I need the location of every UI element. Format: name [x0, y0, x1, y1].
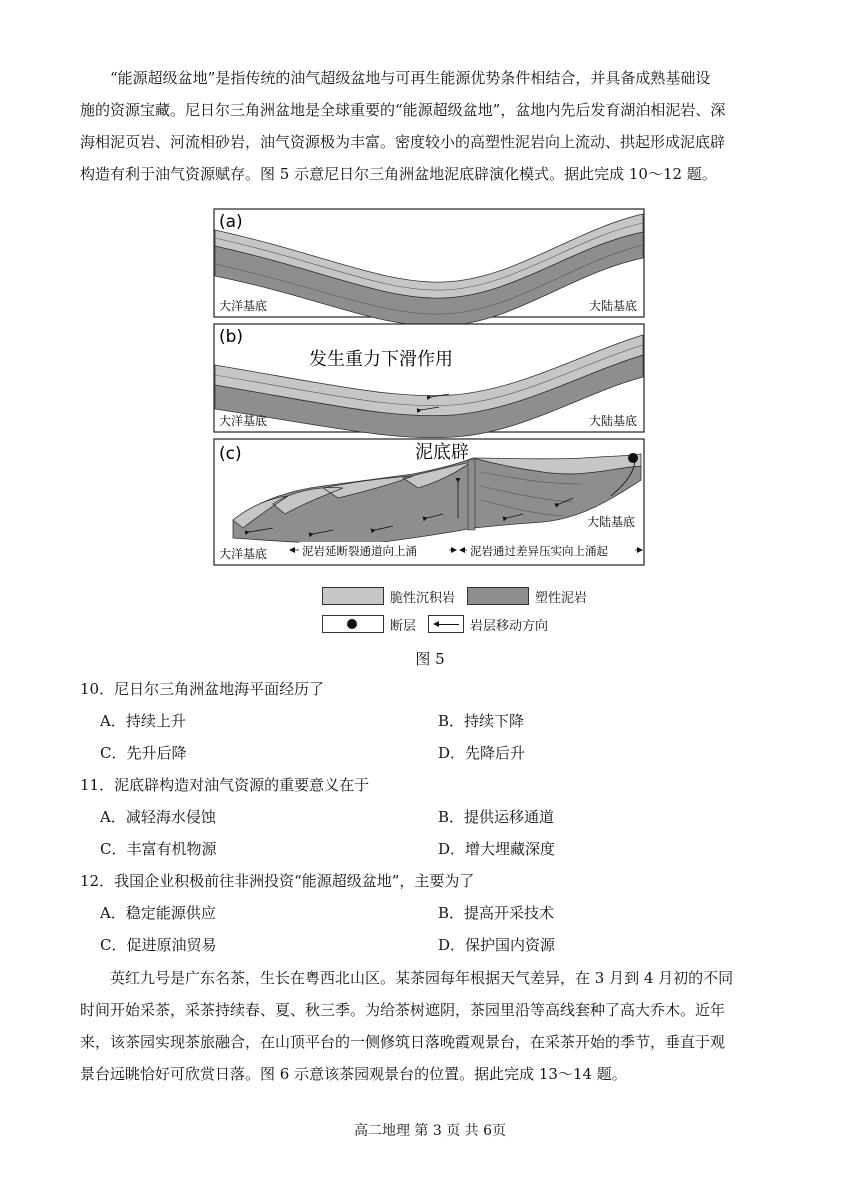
question-12-option-c: C．促进原油贸易	[100, 936, 217, 954]
panel-c-right-label: 大陆基底	[587, 515, 636, 529]
question-11-option-a: A．减轻海水侵蚀	[100, 808, 216, 826]
panel-b-right-label: 大陆基底	[589, 414, 638, 428]
passage-line: 景台远眺恰好可欣赏日落。图 6 示意该茶园观景台的位置。据此完成 13～14 题。	[80, 1065, 627, 1083]
panel-a	[214, 209, 644, 326]
fault-dot	[628, 453, 638, 463]
panel-a-right-label: 大陆基底	[589, 299, 638, 313]
fault-dot-icon	[322, 615, 384, 633]
intro-line: 海相泥页岩、河流相砂岩，油气资源极为丰富。密度较小的高塑性泥岩向上流动、拱起形成泥底辟	[80, 133, 726, 151]
intro-line: 施的资源宝藏。尼日尔三角洲盆地是全球重要的“能源超级盆地”，盆地内先后发育湖泊相泥岩、深	[80, 101, 726, 119]
legend-fault-label: 断层	[390, 618, 417, 634]
panel-c-span-right: 泥岩通过差异压实向上涌起	[470, 544, 608, 558]
tea-garden-paragraph	[80, 962, 792, 1090]
question-11-option-b: B．提供运移通道	[438, 808, 555, 826]
panel-b-note: 发生重力下滑作用	[309, 349, 453, 370]
figure-5-legend	[322, 582, 622, 638]
passage-line: 来，该茶园实现茶旅融合，在山顶平台的一侧修筑日落晚霞观景台，在采茶开始的季节，垂直于观	[80, 1033, 726, 1051]
question-10-stem: 10．尼日尔三角洲盆地海平面经历了	[80, 680, 325, 698]
panel-c	[214, 439, 644, 565]
panel-c-left-label: 大洋基底	[219, 547, 268, 561]
panel-b-left-label: 大洋基底	[219, 414, 268, 428]
panel-a-left-label: 大洋基底	[219, 299, 268, 313]
brittle-rock-swatch	[322, 587, 384, 605]
intro-line: “能源超级盆地”是指传统的油气超级盆地与可再生能源优势条件相结合，并具备成熟基础设	[110, 69, 711, 87]
question-10-option-c: C．先升后降	[100, 744, 187, 762]
intro-paragraph	[80, 62, 792, 190]
passage-line: 英红九号是广东名茶，生长在粤西北山区。某茶园每年根据天气差异，在 3 月到 4 月初的不同	[110, 969, 734, 987]
figure-caption: 图 5	[415, 650, 445, 668]
question-12-option-a: A．稳定能源供应	[100, 904, 216, 922]
legend-row-2	[322, 610, 622, 638]
panel-b	[214, 324, 644, 438]
left-arrow-icon	[428, 615, 464, 633]
question-12-option-b: B．提高开采技术	[438, 904, 555, 922]
question-10-option-a: A．持续上升	[100, 712, 186, 730]
figure-5-diagram	[213, 208, 647, 570]
question-11-option-c: C．丰富有机物源	[100, 840, 217, 858]
plastic-mudstone-swatch	[467, 587, 529, 605]
question-12-option-d: D．保护国内资源	[438, 936, 556, 954]
panel-c-tag: (c)	[219, 444, 242, 464]
panel-c-span-left: 泥岩延断裂通道向上涌	[302, 544, 417, 558]
question-10-option-b: B．持续下降	[438, 712, 525, 730]
page-footer: 高二地理 第 3 页 共 6页	[353, 1123, 507, 1139]
legend-row-1	[322, 582, 622, 610]
panel-c-note: 泥底辟	[415, 442, 469, 463]
intro-line: 构造有利于油气资源赋存。图 5 示意尼日尔三角洲盆地泥底辟演化模式。据此完成 10～12 题。	[80, 165, 717, 183]
question-10-option-d: D．先降后升	[438, 744, 526, 762]
panel-a-tag: (a)	[219, 212, 243, 232]
panel-b-tag: (b)	[219, 327, 244, 347]
question-11-stem: 11．泥底辟构造对油气资源的重要意义在于	[80, 776, 370, 794]
question-11-option-d: D．增大埋藏深度	[438, 840, 556, 858]
legend-plastic-label: 塑性泥岩	[535, 590, 588, 606]
legend-arrow-label: 岩层移动方向	[470, 618, 549, 634]
legend-brittle-label: 脆性沉积岩	[390, 590, 456, 606]
passage-line: 时间开始采茶，采茶持续春、夏、秋三季。为给茶树遮阴，茶园里沿等高线套种了高大乔木。近年	[80, 1001, 726, 1019]
question-12-stem: 12．我国企业积极前往非洲投资“能源超级盆地”，主要为了	[80, 872, 475, 890]
